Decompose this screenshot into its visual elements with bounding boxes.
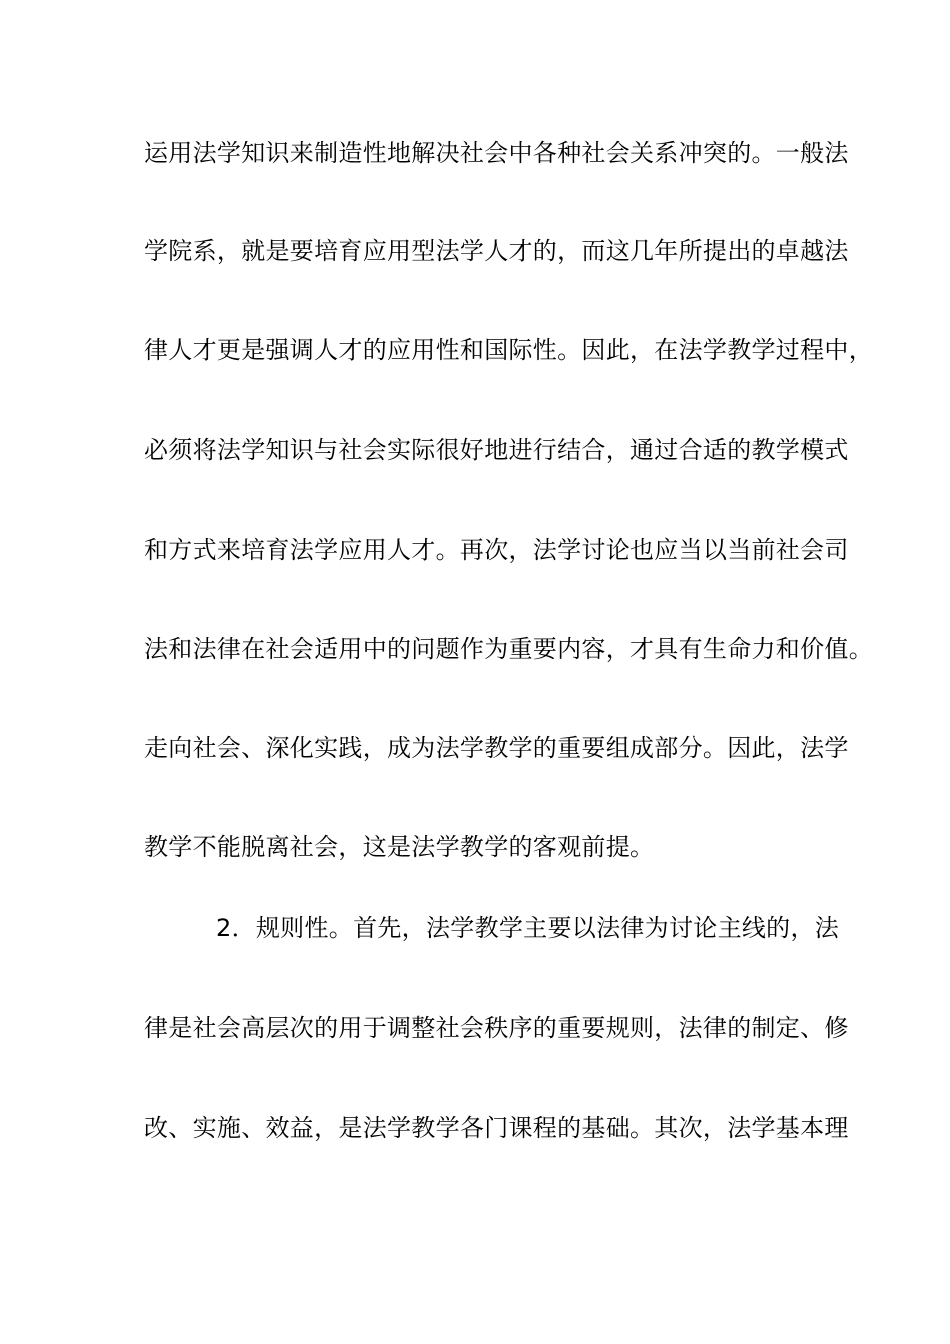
paragraph-line-7: 走向社会、深化实践，成为法学教学的重要组成部分。因此，法学: [144, 734, 849, 762]
paragraph-line-8: 教学不能脱离社会，这是法学教学的客观前提。: [144, 833, 655, 861]
numbered-item-start: 2．规则性。首先，法学教学主要以法律为讨论主线的，法: [216, 914, 840, 942]
paragraph-line-4: 必须将法学知识与社会实际很好地进行结合，通过合适的教学模式: [144, 436, 849, 464]
paragraph-line-2: 学院系，就是要培育应用型法学人才的，而这几年所提出的卓越法: [144, 237, 849, 265]
paragraph-line-11: 改、实施、效益，是法学教学各门课程的基础。其次，法学基本理: [144, 1114, 849, 1142]
paragraph-line-10: 律是社会高层次的用于调整社会秩序的重要规则，法律的制定、修: [144, 1014, 849, 1042]
paragraph-line-1: 运用法学知识来制造性地解决社会中各种社会关系冲突的。一般法: [144, 139, 849, 167]
paragraph-line-6: 法和法律在社会适用中的问题作为重要内容，才具有生命力和价值。: [144, 635, 873, 663]
paragraph-line-5: 和方式来培育法学应用人才。再次，法学讨论也应当以当前社会司: [144, 536, 849, 564]
paragraph-line-3: 律人才更是强调人才的应用性和国际性。因此，在法学教学过程中，: [144, 336, 873, 364]
